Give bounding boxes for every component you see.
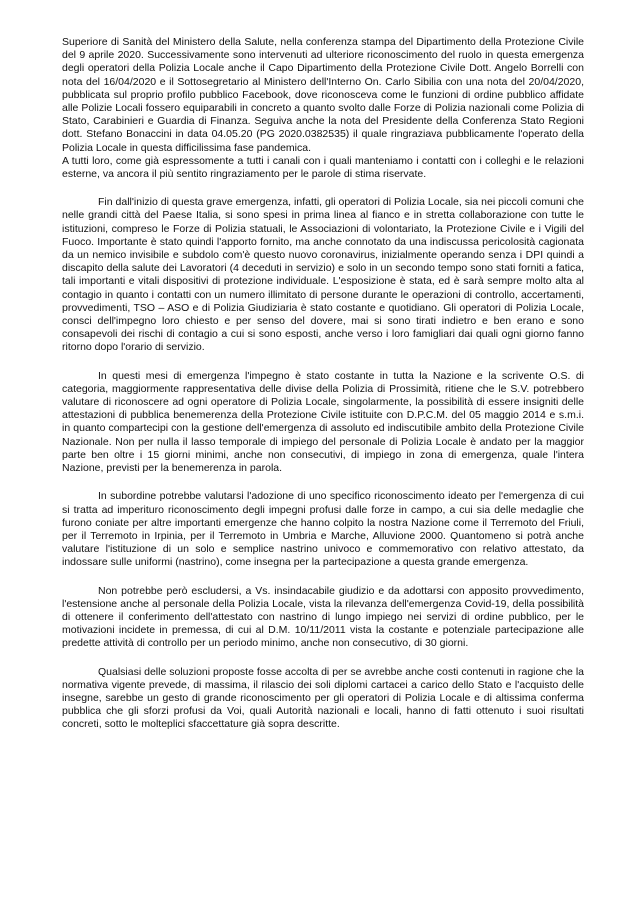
paragraph-6: Non potrebbe però escludersi, a Vs. insindacabile giudizio e da adottarsi con apposito provvedimento, l'estensione anche al personale della Polizia Locale, vista la rilevanza dell'emergenza Covid-19, della possibilità di ottenere il conferimento dell'attestato con nastrino di lungo impiego nei servizi di ordine pubblico, per le motivazioni incidete in premessa, di cui al D.M. 10/11/2011 vista la costante e potenziale partecipazione alle predette attività di controllo per un periodo minimo, anche non consecutivo, di 30 giorni. xyxy=(62,584,584,650)
paragraph-1: Superiore di Sanità del Ministero della Salute, nella conferenza stampa del Dipartimento della Protezione Civile del 9 aprile 2020. Successivamente sono intervenuti ad ulteriore riconoscimento del ruolo in questa emergenza degli operatori della Polizia Locale anche il Capo Dipartimento della Protezione Civile Dott. Angelo Borrelli con nota del 16/04/2020 e il Sottosegretario al Ministero dell'Interno On. Carlo Sibilia con una nota del 20/04/2020, pubblicata sul proprio profilo pubblico Facebook, dove riconosceva come le funzioni di ordine pubblico affidate alle Polizie Locali fossero equiparabili in concreto a quanto svolto dalle Forze di Polizia nazionali come Polizia di Stato, Carabinieri e Guardia di Finanza. Seguiva anche la nota del Presidente della Conferenza Stato Regioni dott. Stefano Bonaccini in data 04.05.20 (PG 2020.0382535) il quale ringraziava pubblicamente l'operato della Polizia Locale in questa difficilissima fase pandemica. xyxy=(62,36,584,154)
paragraph-spacer xyxy=(62,475,584,490)
paragraph-spacer xyxy=(62,181,584,196)
paragraph-4: In questi mesi di emergenza l'impegno è stato costante in tutta la Nazione e la scrivente O.S. di categoria, maggiormente rappresentativa delle divise della Polizia di Prossimità, ritiene che le S.V. potrebbero valutare di riconoscere ad ogni operatore di Polizia Locale, singolarmente, la possibilità di essere insigniti delle attestazioni di pubblica benemerenza della Protezione Civile istituite con D.P.C.M. del 05 maggio 2014 e s.m.i. in quanto compartecipi con la gestione dell'emergenza di assoluto ed indiscutibile ambito della Protezione Civile Nazionale. Non per nulla il lasso temporale di impiego del personale di Polizia Locale è andato per la maggior parte ben oltre i 15 giorni minimi, anche non consecutivi, di impiego in zona di emergenza, quale l'intera Nazione, previsti per la benemerenza in parola. xyxy=(62,369,584,475)
paragraph-7: Qualsiasi delle soluzioni proposte fosse accolta di per se avrebbe anche costi contenuti in ragione che la normativa vigente prevede, di massima, il rilascio dei soli diplomi cartacei a carico dello Stato e l'acquisto delle insegne, sarebbe un gesto di grande riconoscimento per gli operatori di Polizia Locale e di altissima conferma pubblica che gli sforzi profusi da Voi, quali Autorità nazionali e locali, hanno di fatti ottenuto i suoi risultati concreti, sotto le molteplici sfaccettature già sopra descritte. xyxy=(62,665,584,731)
paragraph-5: In subordine potrebbe valutarsi l'adozione di uno specifico riconoscimento ideato per l'emergenza di cui si tratta ad imperituro riconoscimento degli impegni profusi dalle forze in campo, a cui sia delle medaglie che furono coniate per altre importanti emergenze che hanno colpito la nostra Nazione come il Terremoto del Friuli, per il Terremoto in Irpinia, per il Terremoto in Umbria e Marche, Alluvione 2000. Quantomeno si potrà anche valutare l'istituzione di un solo e semplice nastrino univoco e commemorativo con relativo attestato, da indossare sulle uniformi (nastrino), come insegna per la partecipazione a questa grande emergenza. xyxy=(62,490,584,569)
paragraph-spacer xyxy=(62,570,584,585)
paragraph-2: A tutti loro, come già espressomente a tutti i canali con i quali manteniamo i contatti con i colleghi e le relazioni esterne, va ancora il più sentito ringraziamento per le parole di stima riservate. xyxy=(62,154,584,181)
paragraph-spacer xyxy=(62,651,584,666)
paragraph-spacer xyxy=(62,355,584,370)
paragraph-3: Fin dall'inizio di questa grave emergenza, infatti, gli operatori di Polizia Locale, sia nei piccoli comuni che nelle grandi città del Paese Italia, si sono spesi in prima linea al fianco e in stretta collaborazione con tutte le istituzioni, compreso le Forze di Polizia statuali, le Associazioni di volontariato, la Protezione Civile e i Vigili del Fuoco. Importante è stato quindi l'apporto fornito, ma anche connotato da una indiscussa pericolosità cagionata da un nemico invisibile e subdolo com'è questo nuovo coronavirus, inizialmente operando senza i DPI quindi a discapito della salute dei Lavoratori (4 deceduti in servizio) e solo in un secondo tempo sono stati forniti a fatica, tali importanti e vitali dispositivi di protezione individuale. L'esposizione è stata, ed è sarà sempre molto alta al contagio in quanto i contatti con un numero illimitato di persone durante le operazioni di controllo, accertamenti, provvedimenti, TSO – ASO e di Polizia Giudiziaria è stato costante e quotidiano. Gli operatori di Polizia Locale, consci dell'impegno loro chiesto e per senso del dovere, mai si sono tirati indietro e ben erano e sono consapevoli dei rischi di contagio a cui si sono esposti, anche verso i loro famigliari dai quali ogni giorno fanno ritorno dopo l'orario di servizio. xyxy=(62,196,584,354)
